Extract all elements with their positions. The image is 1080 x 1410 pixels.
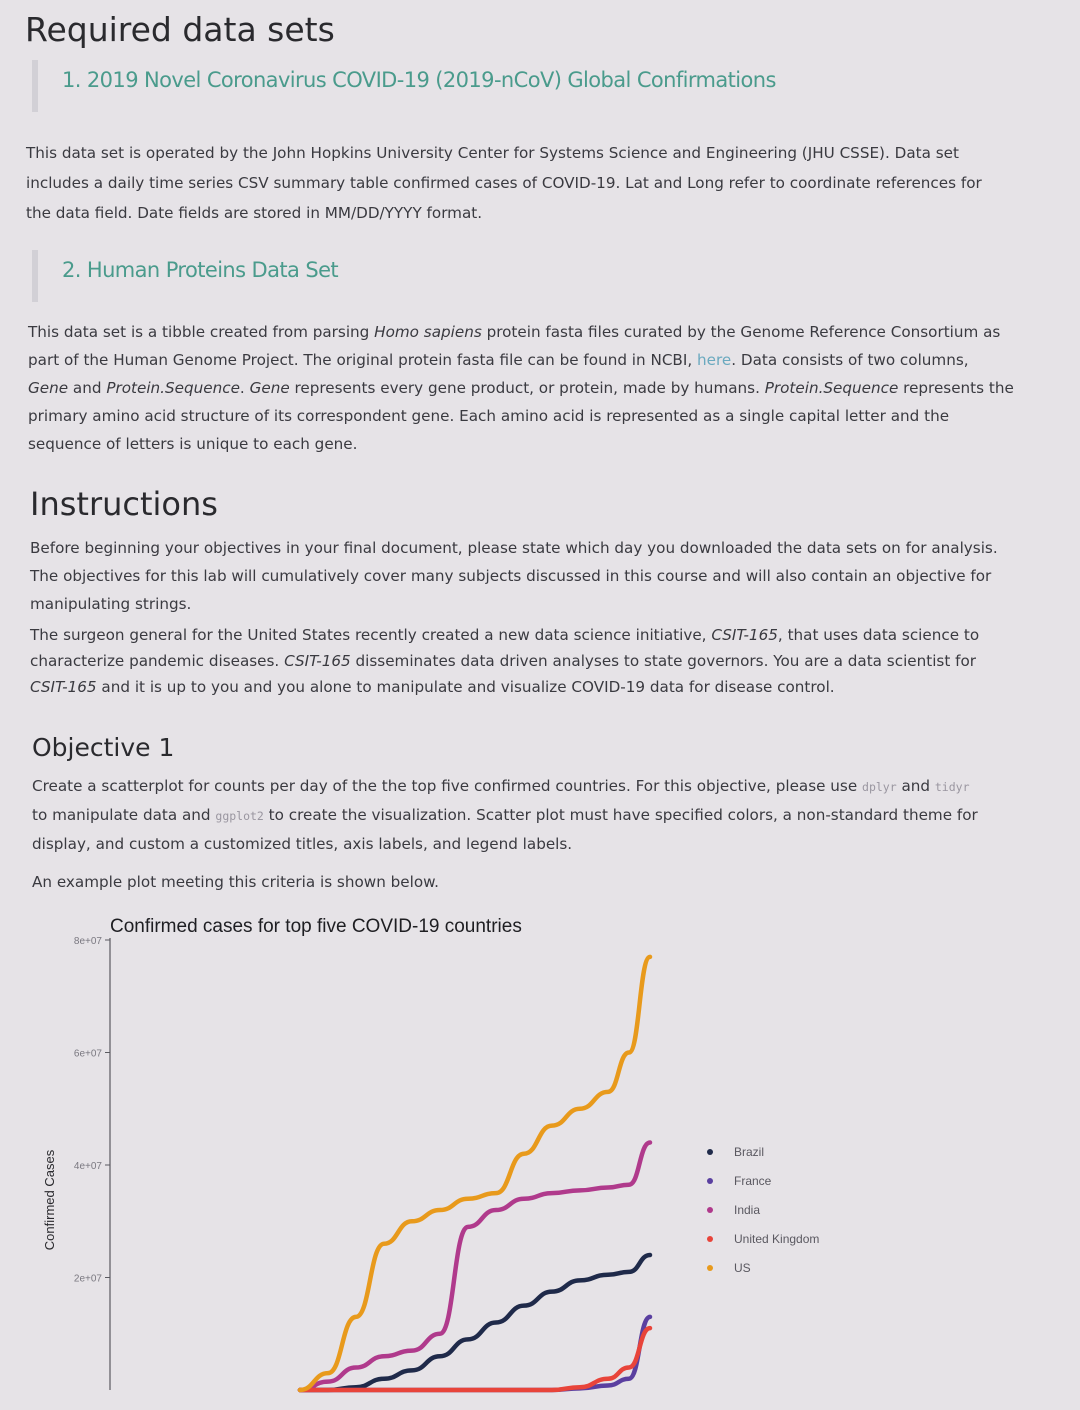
chart-legend-marker (707, 1149, 713, 1155)
chart-legend-label: Brazil (734, 1145, 765, 1159)
instr-emph: CSIT-165 (30, 678, 97, 696)
instr-text: characterize pandemic diseases. (30, 652, 285, 670)
obj-text: to manipulate data and (32, 806, 216, 824)
ds2-text: represents the (898, 379, 1014, 397)
ds2-text: and (68, 379, 107, 397)
example-plot-note: An example plot meeting this criteria is shown below. (32, 873, 439, 891)
ds2-emph: Gene (28, 379, 69, 397)
chart-legend-label: France (734, 1174, 772, 1188)
dataset1-desc-line1: This data set is operated by the John Hopkins University Center for Systems Science and Engineering (JHU CSSE). Data set (26, 144, 959, 162)
dataset2-title (32, 250, 338, 302)
instr-text: disseminates data driven analyses to state governors. You are a data scientist for (350, 652, 977, 670)
code-ggplot2: ggplot2 (215, 809, 264, 823)
instr-text: manipulating strings. (30, 595, 192, 613)
chart-legend-marker (707, 1178, 713, 1184)
obj-text: to create the visualization. Scatter plot must have specified colors, a non-standard theme for (263, 806, 978, 824)
ds2-text: . Data consists of two columns, (731, 351, 969, 369)
chart-series-group (300, 957, 650, 1390)
confirmed-cases-chart (0, 900, 1080, 1410)
chart-legend-marker (707, 1207, 713, 1213)
instructions-paragraph-1 (30, 534, 998, 618)
instr-text: , that uses data science to (777, 626, 980, 644)
ds2-text: represents every gene product, or protein, made by humans. (289, 379, 765, 397)
chart-y-tick-label: 2e+07 (73, 1273, 102, 1285)
dataset1-title (32, 60, 776, 112)
ds2-emph: Protein.Sequence (106, 379, 240, 397)
chart-y-tick-label: 6e+07 (73, 1048, 102, 1060)
heading-objective-1: Objective 1 (32, 733, 175, 762)
objective1-paragraph (32, 772, 978, 858)
code-dplyr: dplyr (862, 780, 897, 794)
ds2-emph: Homo sapiens (374, 323, 482, 341)
dataset1-desc-line2: includes a daily time series CSV summary table confirmed cases of COVID-19. Lat and Long refer to coordinate references for (26, 174, 982, 192)
ncbi-here-link[interactable]: here (696, 351, 732, 369)
ds2-text: sequence of letters is unique to each gene. (28, 435, 358, 453)
chart-legend-marker (707, 1265, 713, 1271)
code-tidyr: tidyr (934, 780, 970, 794)
heading-instructions: Instructions (30, 485, 218, 523)
chart-legend-label: United Kingdom (734, 1232, 820, 1246)
chart-y-axis-label: Confirmed Cases (42, 1149, 57, 1251)
chart-y-tick-label: 8e+07 (73, 936, 102, 947)
heading-required-data-sets: Required data sets (25, 10, 335, 49)
ds2-emph: Gene (249, 379, 290, 397)
obj-text: display, and custom a customized titles, axis labels, and legend labels. (32, 835, 573, 853)
instr-text: The surgeon general for the United States recently created a new data science initiative, (30, 626, 712, 644)
dataset1-description (26, 138, 982, 228)
instr-text: The objectives for this lab will cumulatively cover many subjects discussed in this course and will also contain an objective for (30, 567, 992, 585)
ds2-text: protein fasta files curated by the Genome Reference Consortium as (481, 323, 1001, 341)
obj-text: Create a scatterplot for counts per day of the the top five confirmed countries. For this objective, please use (32, 777, 863, 795)
ds2-emph: Protein.Sequence (764, 379, 899, 397)
instr-emph: CSIT-165 (711, 626, 778, 644)
dataset2-description (28, 318, 1014, 458)
instr-text: and it is up to you and you alone to manipulate and visualize COVID-19 data for disease control. (96, 678, 835, 696)
chart-axes (74, 936, 110, 1390)
chart-legend-label: US (734, 1261, 751, 1275)
instructions-paragraph-2 (30, 622, 979, 700)
chart-title: Confirmed cases for top five COVID-19 countries (110, 916, 522, 937)
chart-y-tick-label: 4e+07 (73, 1161, 102, 1172)
chart-series-us (300, 957, 650, 1390)
ds2-text: primary amino acid structure of its correspondent gene. Each amino acid is represented as a single capital letter and the (28, 407, 950, 425)
dataset1-title-text: 1. 2019 Novel Coronavirus COVID-19 (2019-nCoV) Global Confirmations (62, 68, 776, 92)
dataset1-desc-line3: the data field. Date fields are stored in MM/DD/YYYY format. (26, 204, 483, 222)
ds2-text: This data set is a tibble created from parsing (28, 323, 375, 341)
chart-legend-label: India (734, 1203, 761, 1217)
chart-legend-marker (707, 1236, 713, 1242)
obj-text: and (896, 777, 935, 795)
chart-series-india (300, 1143, 650, 1391)
instr-emph: CSIT-165 (284, 652, 351, 670)
chart-legend (707, 1145, 819, 1275)
ds2-text: part of the Human Genome Project. The original protein fasta file can be found in NCBI, (28, 351, 697, 369)
ds2-text: . (239, 379, 250, 397)
instr-text: Before beginning your objectives in your final document, please state which day you downloaded the data sets on for analysis. (30, 539, 998, 557)
dataset2-title-text: 2. Human Proteins Data Set (62, 258, 339, 282)
